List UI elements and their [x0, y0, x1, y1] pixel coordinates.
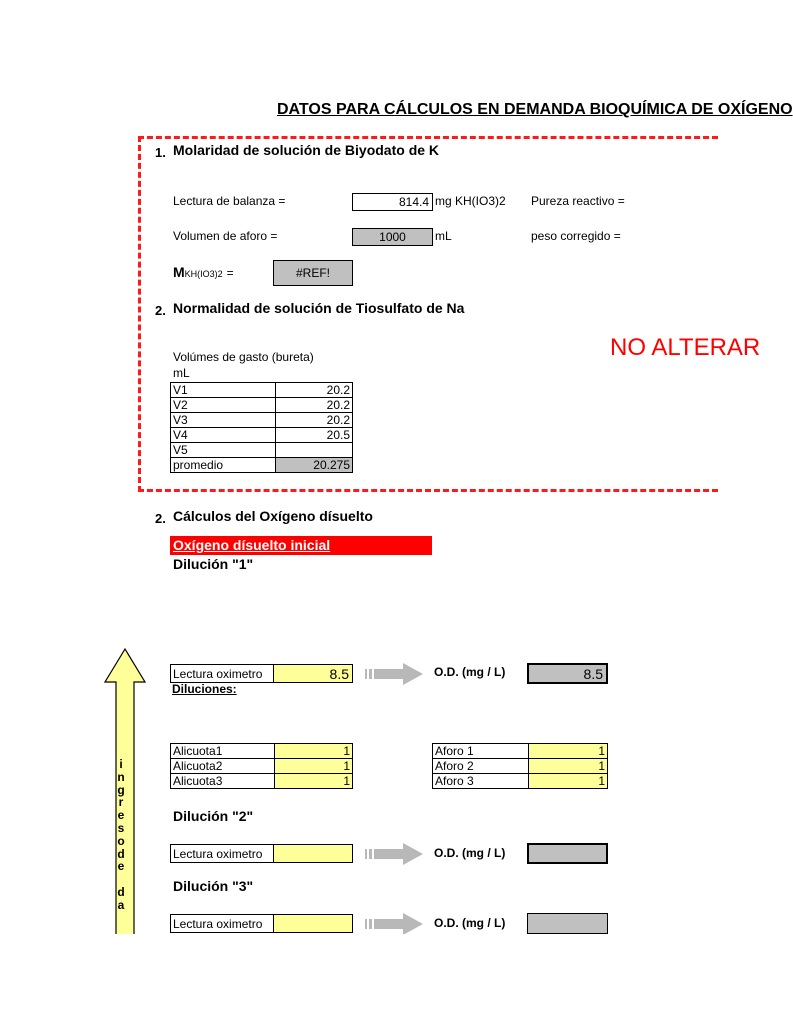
table-row	[171, 458, 353, 473]
lectura-label-3: Lectura oximetro	[170, 914, 274, 933]
lectura-label-2: Lectura oximetro	[170, 844, 274, 863]
molarity-equals: =	[226, 266, 234, 280]
molarity-label	[173, 264, 234, 280]
aforo-row-label: Aforo 3	[433, 774, 529, 789]
table-row	[171, 428, 353, 443]
side-vertical-text: i n g r e s o d e d a	[117, 757, 125, 912]
alicuota-label: Alicuota1	[171, 744, 275, 759]
row-label: V3	[171, 413, 276, 428]
row-label: V1	[171, 383, 276, 398]
aforo-row-label: Aforo 1	[433, 744, 529, 759]
promedio-value[interactable]: 20.275	[276, 458, 353, 473]
section2-number: 2.	[155, 303, 166, 318]
lectura-input-2[interactable]	[273, 844, 353, 863]
lectura-input-3[interactable]	[273, 914, 353, 933]
dilucion3-heading: Dilución "3"	[173, 878, 254, 894]
row-label: V2	[171, 398, 276, 413]
pureza-label: Pureza reactivo =	[531, 194, 625, 208]
diluciones-label: Diluciones:	[172, 682, 237, 696]
alicuota-input[interactable]: 1	[275, 774, 353, 789]
table-row	[433, 759, 608, 774]
table-row	[171, 774, 353, 789]
table-row	[171, 383, 353, 398]
gasto-label: Volúmes de gasto (bureta)	[173, 350, 314, 364]
dilucion2-heading: Dilución "2"	[173, 808, 254, 824]
balanza-input[interactable]: 814.4	[352, 193, 433, 211]
table-row	[171, 744, 353, 759]
row-value[interactable]	[276, 443, 353, 458]
lectura-label-1: Lectura oximetro	[170, 664, 274, 683]
od-label-3: O.D. (mg / L)	[434, 916, 506, 930]
od-label-1: O.D. (mg / L)	[434, 665, 506, 679]
table-row	[171, 759, 353, 774]
gasto-unit: mL	[173, 366, 190, 380]
balanza-label: Lectura de balanza =	[173, 194, 286, 208]
table-row	[171, 398, 353, 413]
od-result-1[interactable]: 8.5	[527, 663, 608, 684]
row-value[interactable]: 20.2	[276, 398, 353, 413]
row-label: promedio	[171, 458, 276, 473]
molarity-result[interactable]: #REF!	[273, 260, 353, 286]
page-title: DATOS PARA CÁLCULOS EN DEMANDA BIOQUÍMICA DE OXÍGENO	[277, 101, 793, 118]
peso-corregido-label: peso corregido =	[531, 229, 621, 243]
arrow-right-icon	[363, 913, 423, 935]
lectura-input-1[interactable]: 8.5	[273, 664, 353, 683]
section3-number: 2.	[155, 511, 166, 526]
oxigeno-inicial-header	[170, 536, 432, 555]
molarity-subscript: KH(IO3)2	[184, 269, 223, 279]
section3-heading: Cálculos del Oxígeno dísuelto	[173, 508, 373, 524]
od-label-2: O.D. (mg / L)	[434, 846, 506, 860]
alicuota-label: Alicuota2	[171, 759, 275, 774]
table-row	[433, 774, 608, 789]
section2-heading: Normalidad de solución de Tiosulfato de Na	[173, 300, 465, 316]
aforo-row-label: Aforo 2	[433, 759, 529, 774]
row-value[interactable]: 20.2	[276, 383, 353, 398]
section1-heading: Molaridad de solución de Biyodato de K	[173, 142, 440, 158]
no-alterar-warning: NO ALTERAR	[610, 334, 761, 361]
molarity-symbol: M	[173, 264, 185, 280]
aforo-label: Volumen de aforo =	[173, 229, 278, 243]
alicuota-input[interactable]: 1	[275, 744, 353, 759]
aforo-row-input[interactable]: 1	[529, 759, 608, 774]
alicuota-input[interactable]: 1	[275, 759, 353, 774]
row-value[interactable]: 20.2	[276, 413, 353, 428]
arrow-right-icon	[363, 663, 423, 685]
aforos-table	[432, 743, 608, 789]
oxigeno-inicial-label: Oxígeno dísuelto inicial	[173, 537, 331, 553]
od-result-3[interactable]	[527, 913, 608, 934]
table-row	[171, 413, 353, 428]
alicuotas-table	[170, 743, 353, 789]
section1-number: 1.	[155, 145, 166, 160]
arrow-right-icon	[363, 843, 423, 865]
aforo-row-input[interactable]: 1	[529, 774, 608, 789]
row-label: V4	[171, 428, 276, 443]
balanza-unit: mg KH(IO3)2	[435, 194, 506, 208]
page-bottom-margin	[0, 934, 768, 1024]
alicuota-label: Alicuota3	[171, 774, 275, 789]
aforo-value[interactable]: 1000	[352, 228, 433, 246]
od-result-2[interactable]	[527, 843, 608, 864]
row-label: V5	[171, 443, 276, 458]
table-row	[433, 744, 608, 759]
table-row	[171, 443, 353, 458]
volumes-table	[170, 382, 353, 473]
dilucion1-heading: Dilución "1"	[173, 556, 254, 572]
aforo-unit: mL	[435, 229, 452, 243]
row-value[interactable]: 20.5	[276, 428, 353, 443]
aforo-row-input[interactable]: 1	[529, 744, 608, 759]
